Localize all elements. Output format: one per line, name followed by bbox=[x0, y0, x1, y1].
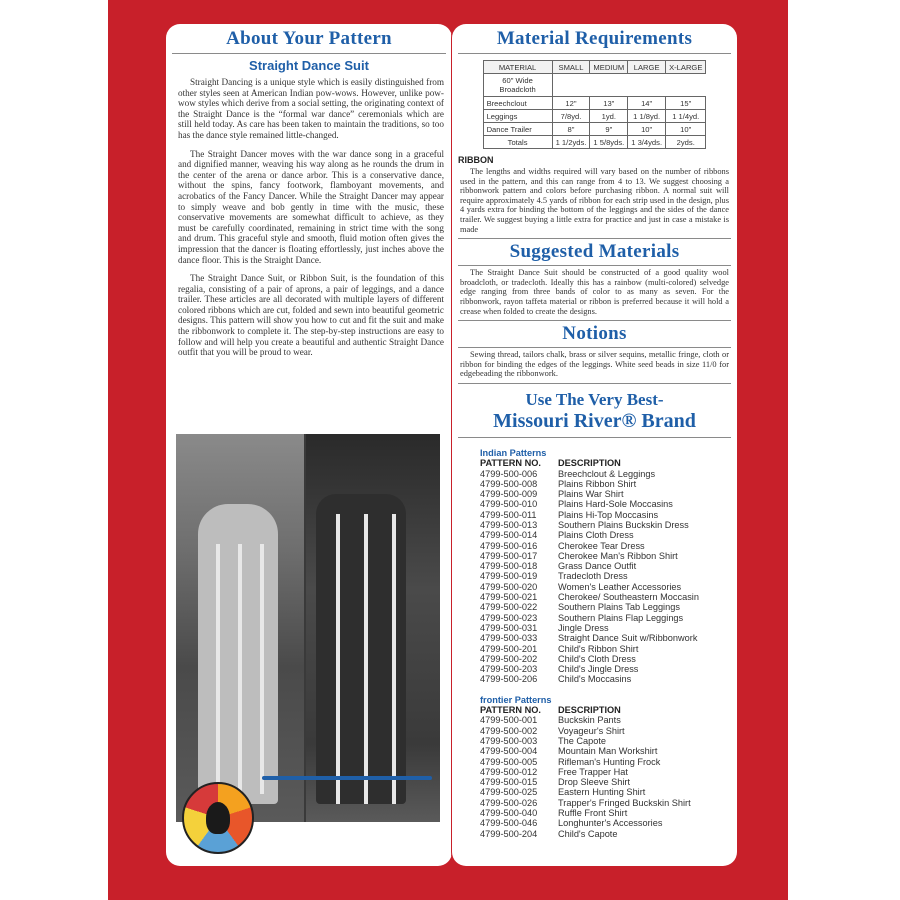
list-item: 4799-500-003 The Capote bbox=[480, 735, 607, 746]
straight-dancer-photo bbox=[176, 434, 440, 822]
list-item: 4799-500-006 Breechclout & Leggings bbox=[480, 468, 656, 479]
list-item: 4799-500-018 Grass Dance Outfit bbox=[480, 561, 637, 572]
indian-pattern-list bbox=[480, 448, 737, 685]
list-item: 4799-500-004 Mountain Man Workshirt bbox=[480, 746, 658, 757]
list-item: 4799-500-203 Child's Jingle Dress bbox=[480, 664, 639, 675]
list-item: 4799-500-012 Free Trapper Hat bbox=[480, 766, 628, 777]
list-item: 4799-500-033 Straight Dance Suit w/Ribbonwork bbox=[480, 633, 698, 644]
frontier-pattern-list bbox=[480, 695, 737, 839]
about-paragraph-3: The Straight Dance Suit, or Ribbon Suit, is the foundation of this regalia, consisting of a pair of aprons, a pair of leggings, and a dance trailer. These articles are all decorated with multiple layers of different colored ribbons which are cut, folded and sewn into beautiful geometric designs. This pattern will show you how to cut and fit the suit and make the ribbonwork to complete it. The step-by-step instructions are easy to follow and will help you create a beautiful and authentic Straight Dance outfit that you will be proud to wear. bbox=[178, 273, 444, 358]
ribbon-text: The lengths and widths required will vary based on the number of ribbons used in the pattern, and this can range from 4 to 13. We suggest choosing a ribbonwork pattern and colors before purchasing ribbon. A normal suit will require approximately 4.5 yards of ribbon for each strip used in the design, plus 4 yards extra for binding the bottom of the leggings and the sides of the dance trailer. We suggest buying a little extra for practice and just in case a mistake is made bbox=[460, 167, 729, 234]
caption-bar bbox=[262, 776, 432, 780]
list-item: 4799-500-010 Plains Hard-Sole Moccasins bbox=[480, 499, 673, 510]
table-header: LARGE bbox=[628, 61, 666, 74]
col-header: DESCRIPTION bbox=[558, 705, 621, 716]
ribbon-heading: RIBBON bbox=[458, 155, 494, 165]
divider bbox=[458, 383, 731, 384]
list-item: 4799-500-202 Child's Cloth Dress bbox=[480, 653, 636, 664]
list-item: 4799-500-013 Southern Plains Buckskin Dress bbox=[480, 519, 689, 530]
divider bbox=[458, 238, 731, 239]
table-row: Dance Trailer 8" 9" 10" 10" bbox=[483, 123, 706, 136]
right-panel bbox=[452, 24, 737, 866]
materials-title: Material Requirements bbox=[496, 28, 693, 49]
about-paragraph-1: Straight Dancing is a unique style which is easily distinguished from other styles seen at American Indian pow-wows. However, unlike pow-wow styles which derive from a social setting, the originating context of the Straight Dance is the “formal war dance” ceremonials which are still held today. As care has been taken to maintain the traditions, so too has the dance style remained little-changed. bbox=[178, 77, 444, 140]
notions-title: Notions bbox=[562, 323, 627, 345]
list-item: 4799-500-046 Longhunter's Accessories bbox=[480, 818, 663, 829]
divider bbox=[458, 320, 731, 321]
list-item: 4799-500-019 Tradecloth Dress bbox=[480, 571, 628, 582]
list-item: 4799-500-201 Child's Ribbon Shirt bbox=[480, 643, 639, 654]
list-item: 4799-500-022 Southern Plains Tab Leggings bbox=[480, 602, 680, 613]
about-subtitle: Straight Dance Suit bbox=[249, 58, 369, 73]
list-item: 4799-500-005 Rifleman's Hunting Frock bbox=[480, 756, 661, 767]
list-item: 4799-500-016 Cherokee Tear Dress bbox=[480, 540, 645, 551]
about-pattern-panel bbox=[166, 24, 452, 866]
list-item: 4799-500-015 Drop Sleeve Shirt bbox=[480, 777, 631, 788]
list-item: 4799-500-011 Plains Hi-Top Moccasins bbox=[480, 509, 659, 520]
brand-logo-icon bbox=[182, 782, 254, 854]
list-item: 4799-500-009 Plains War Shirt bbox=[480, 489, 624, 500]
table-row: Leggings 7/8yd. 1yd. 1 1/8yd. 1 1/4yd. bbox=[483, 110, 706, 123]
list-item: 4799-500-014 Plains Cloth Dress bbox=[480, 530, 634, 541]
suggested-text: The Straight Dance Suit should be constructed of a good quality wool broadcloth, or tradecloth. Ideally this has a rainbow (multi-colored) selvedge edge ranging from three bands of color to as many as seven. For the ribbonwork, rayon taffeta material or ribbon is preferred because it will hold a crease when folded to create the designs. bbox=[460, 268, 729, 316]
list-item: 4799-500-031 Jingle Dress bbox=[480, 622, 609, 633]
divider bbox=[458, 347, 731, 348]
list-item: 4799-500-206 Child's Moccasins bbox=[480, 674, 632, 685]
brand-line-2: Missouri River® Brand bbox=[493, 409, 696, 432]
table-row: Breechclout 12" 13" 14" 15" bbox=[483, 97, 706, 110]
table-header: MEDIUM bbox=[590, 61, 628, 74]
photo-left-dancer bbox=[176, 434, 304, 822]
list-item: 4799-500-023 Southern Plains Flap Leggings bbox=[480, 612, 684, 623]
table-header: MATERIAL bbox=[483, 61, 552, 74]
list-item: 4799-500-017 Cherokee Man's Ribbon Shirt bbox=[480, 550, 678, 561]
table-row: Totals 1 1/2yds. 1 5/8yds. 1 3/4yds. 2yds. bbox=[483, 136, 706, 149]
about-paragraph-2: The Straight Dancer moves with the war dance song in a graceful and dignified manner, weaving his way along as he rounds the drum in the center of the arena or dance arbor. This is a conservative dance, without the spins, fancy footwork, flamboyant movements, and acrobatics of the Fancy Dancer. While the Straight Dancer may appear to simply weave and bob gently in time with the music, these conservative movements are somewhat difficult to achieve, as they must be carefully coordinated, remaining in strict time with the song and drum. This graceful style and smooth, fluid motion often gives the impression that the dancer is floating effortlessly, just inches above the dance floor. This is the Straight Dance. bbox=[178, 148, 444, 265]
fabric-label: 60" Wide Broadcloth bbox=[483, 74, 552, 97]
pattern-category: frontier Patterns bbox=[480, 694, 552, 705]
material-table bbox=[483, 60, 707, 149]
list-item: 4799-500-025 Eastern Hunting Shirt bbox=[480, 787, 646, 798]
table-header: SMALL bbox=[552, 61, 590, 74]
about-title: About Your Pattern bbox=[226, 28, 392, 49]
brand-line-1: Use The Very Best- bbox=[525, 389, 664, 409]
list-item: 4799-500-021 Cherokee/ Southeastern Moccasin bbox=[480, 592, 699, 603]
list-item: 4799-500-020 Women's Leather Accessories bbox=[480, 581, 682, 592]
table-header: X-LARGE bbox=[666, 61, 706, 74]
col-header: PATTERN NO. bbox=[480, 458, 541, 469]
pattern-category: Indian Patterns bbox=[480, 447, 547, 458]
list-item: 4799-500-002 Voyageur's Shirt bbox=[480, 725, 625, 736]
list-item: 4799-500-040 Ruffle Front Shirt bbox=[480, 808, 628, 818]
list-item: 4799-500-008 Plains Ribbon Shirt bbox=[480, 478, 637, 489]
list-item: 4799-500-026 Trapper's Fringed Buckskin Shirt bbox=[480, 797, 691, 808]
divider bbox=[458, 265, 731, 266]
notions-text: Sewing thread, tailors chalk, brass or silver sequins, metallic fringe, cloth or ribbon for binding the edges of the leggings. White seed beads in size 11/0 for edgebeading the ribbonwork. bbox=[460, 350, 729, 379]
col-header: DESCRIPTION bbox=[558, 458, 621, 469]
list-item: 4799-500-001 Buckskin Pants bbox=[480, 715, 621, 726]
divider bbox=[172, 53, 446, 54]
suggested-title: Suggested Materials bbox=[509, 241, 680, 263]
list-item: 4799-500-204 Child's Capote bbox=[480, 828, 618, 839]
divider bbox=[458, 437, 731, 438]
photo-right-dancer bbox=[306, 434, 440, 822]
col-header: PATTERN NO. bbox=[480, 705, 541, 716]
divider bbox=[458, 53, 731, 54]
